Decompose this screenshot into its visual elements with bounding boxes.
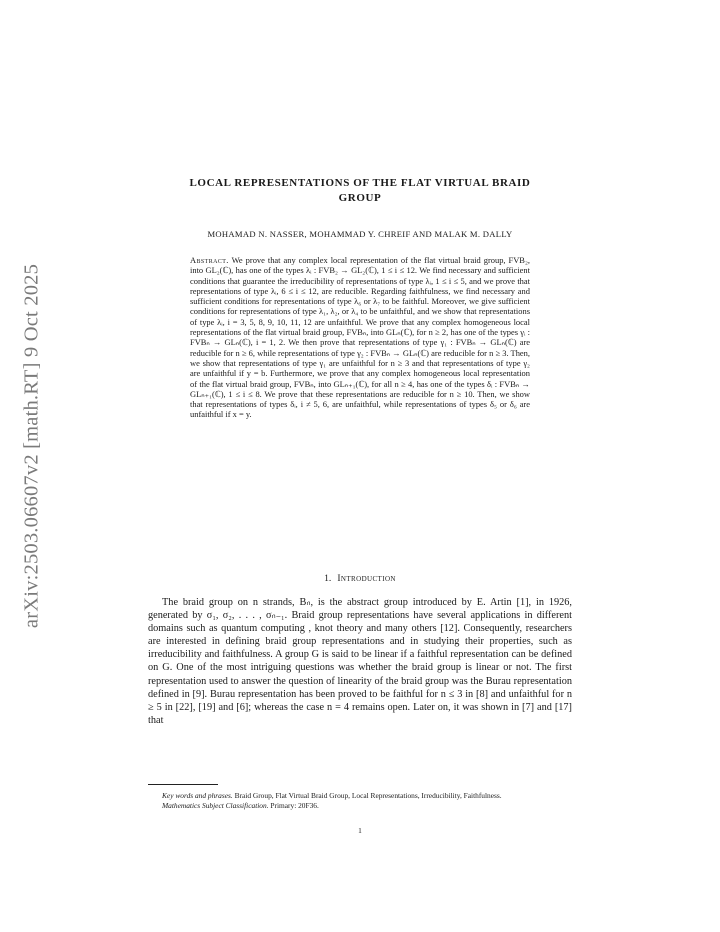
footnote-msc-text: Primary: 20F36. [268,801,319,811]
abstract-body: We prove that any complex local representation of the flat virtual braid group, FVB₂, into GL₂(ℂ), has one of the types λᵢ : FVB₂ → GL₂(ℂ), 1 ≤ i ≤ 12. We find necessary and sufficient conditions that guarantee the irreducibility of representations of type λᵢ, 1 ≤ i ≤ 5, and we prove that representations of type λᵢ, 6 ≤ i ≤ 12, are reducible. Regarding faithfulness, we find necessary and sufficient conditions for representations of type λ₆ or λ₇ to be faithful. Moreover, we give sufficient conditions for representations of type λ₁, λ₂, or λ₄ to be unfaithful, and we show that representations of type λᵢ, i = 3, 5, 8, 9, 10, 11, 12 are unfaithful. We prove that any complex homogeneous local representations of the flat virtual braid group, FVBₙ, into GLₙ(ℂ), for n ≥ 2, has one of the types γᵢ : FVBₙ → GLₙ(ℂ), i = 1, 2. We then prove that representations of type γ₁ : FVBₙ → GLₙ(ℂ) are reducible for n ≥ 6, while representations of type γ₂ : FVBₙ → GLₙ(ℂ) are reducible for n ≥ 3. Then, we show that representations of type γ₁ are unfaithful for n ≥ 3 and that representations of type γ₂ are unfaithful if y = b. Furthermore, we prove that any complex homogeneous local representation of the flat virtual braid group, FVBₙ, into GLₙ₊₁(ℂ), for all n ≥ 4, has one of the types δᵢ : FVBₙ → GLₙ₊₁(ℂ), 1 ≤ i ≤ 8. We prove that these representations are reducible for n ≥ 10. Then, we show that representations of types δᵢ, i ≠ 5, 6, are unfaithful, while representations of types δ₅ or δ₆ are unfaithful if x = y. [190,255,530,420]
page-number: 1 [358,826,362,835]
footnote-divider [148,784,218,785]
footnote-keywords [148,791,572,801]
abstract-label: Abstract. [190,255,229,265]
arxiv-identifier-stamp [4,246,60,646]
abstract [190,255,530,420]
introduction-paragraph: The braid group on n strands, Bₙ, is the abstract group introduced by E. Artin [1], in 1926, generated by σ₁, σ₂, . . . , σₙ₋₁. Braid group representations have several applications in different domains such as quantum computing , knot theory and many others [12]. Consequently, researchers are interested in defining braid group representations and in studying their properties, such as irreducibility and faithfulness. A group G is said to be linear if a faithful representation can be defined on G. One of the most intriguing questions was whether the braid group is linear or not. The first representation used to answer the question of linearity of the braid group was the Burau representation defined in [9]. Burau representation has been proved to be faithful for n ≤ 3 in [8] and unfaithful for n ≥ 5 in [22], [19] and [6]; whereas the case n = 4 remains open. Later on, it was shown in [7] and [17] that [148,597,572,726]
footnotes [148,791,572,812]
footnote-keywords-label: Key words and phrases. [162,791,233,800]
footnote-msc [148,801,572,811]
author-list: MOHAMAD N. NASSER, MOHAMMAD Y. CHREIF AND MALAK M. DALLY [207,229,513,239]
paper-title-line-1: LOCAL REPRESENTATIONS OF THE FLAT VIRTUAL BRAID [189,177,531,189]
paper-title [140,176,580,206]
footnote-keywords-text: Braid Group, Flat Virtual Braid Group, Local Representations, Irreducibility, Faithfulness. [232,791,502,800]
paper-title-line-2: GROUP [338,192,382,204]
section-title: Introduction [337,573,396,584]
arxiv-identifier-text: arXiv:2503.06607v2 [math.RT] 9 Oct 2025 [20,263,43,629]
section-heading-introduction [140,573,580,584]
section-number: 1. [324,573,332,584]
footnote-msc-label: Mathematics Subject Classification. [162,801,269,811]
